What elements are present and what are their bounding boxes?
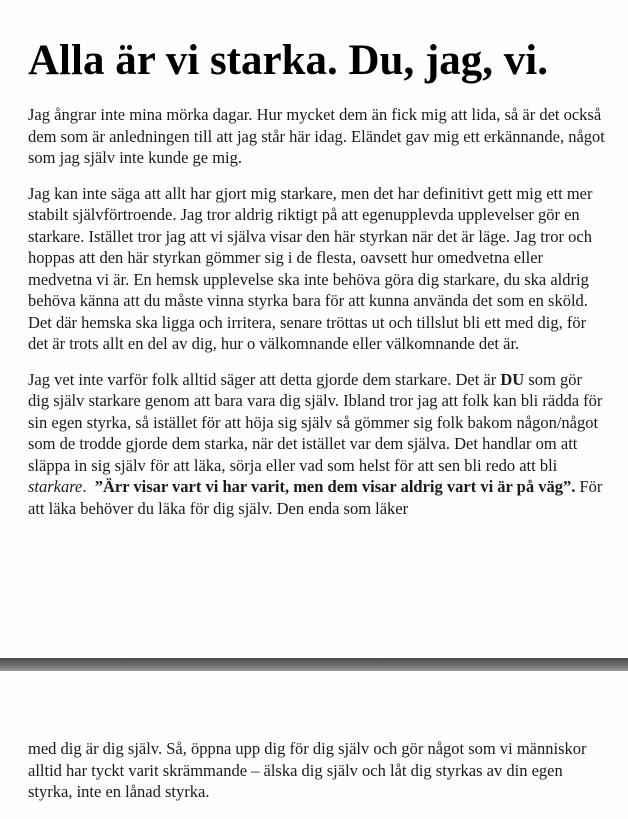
article-paragraph-2: Jag kan inte säga att allt har gjort mig starkare, men det har definitivt gett mig ett mer stabilt självförtroende. Jag tror aldrig riktigt på att egenupplevda upplevelser gör en starkare. Istället tror jag att vi själva visar den här styrkan när det är läge. Jag tror och hoppas att den här styrkan gömmer sig i de flesta, oavsett hur omedvetna eller medvetna vi är. En hemsk upplevelse ska inte behöva göra dig starkare, du ska aldrig behöva känna att du måste vinna styrka bara för att kunna använda det som en sköld. Det där hemska ska ligga och irritera, senare tröttas ut och tillslut bli ett med dig, för det är trots allt en del av dig, hur o välkomnande eller välkomnande det är. [28, 183, 593, 353]
page-title: Alla är vi starka. Du, jag, vi. [28, 37, 548, 84]
paragraph-3-after-italic-text: . [82, 477, 95, 496]
bold-scar-quote: ”Ärr visar vart vi har varit, men dem visar aldrig vart vi är på väg”. [94, 477, 576, 496]
paragraph-3-middle-text: som gör dig själv starkare genom att bara vara dig själv. Ibland tror jag att folk kan bli rädda för sin egen styrka, så istället för att höja sig själv så gömmer sig folk bakom någon/något som de trodde gjorde dem starka, när det istället var dem själva. Det handlar om att släppa in sig själv för att läka, sörja eller vad som helst för att sen bli redo att bli [28, 369, 603, 475]
bold-du-emphasis: DU [500, 369, 525, 389]
continuation-paragraph: med dig är dig själv. Så, öppna upp dig för dig själv och gör något som vi människor alltid har tyckt varit skrämmande – älska dig själv och låt dig styrkas av din egen styrka, inte en lånad styrka. [28, 739, 587, 801]
article-paragraph-1: Jag ångrar inte mina mörka dagar. Hur mycket dem än fick mig att lida, så är det också dem som är anledningen till att jag står här idag. Eländet gav mig ett erkännande, något som jag själv inte kunde ge mig. [28, 105, 605, 167]
article-page-2 [0, 671, 628, 819]
page-break-divider [0, 658, 628, 671]
paragraph-3-outro-text: För att läka behöver du läka för dig själv. Den enda som läker [28, 477, 603, 518]
paragraph-3-intro-text: Jag vet inte varför folk alltid säger att detta gjorde dem starkare. Det är [28, 369, 501, 389]
article-paragraph-3 [28, 369, 606, 520]
italic-starkare-emphasis: starkare [28, 477, 83, 496]
